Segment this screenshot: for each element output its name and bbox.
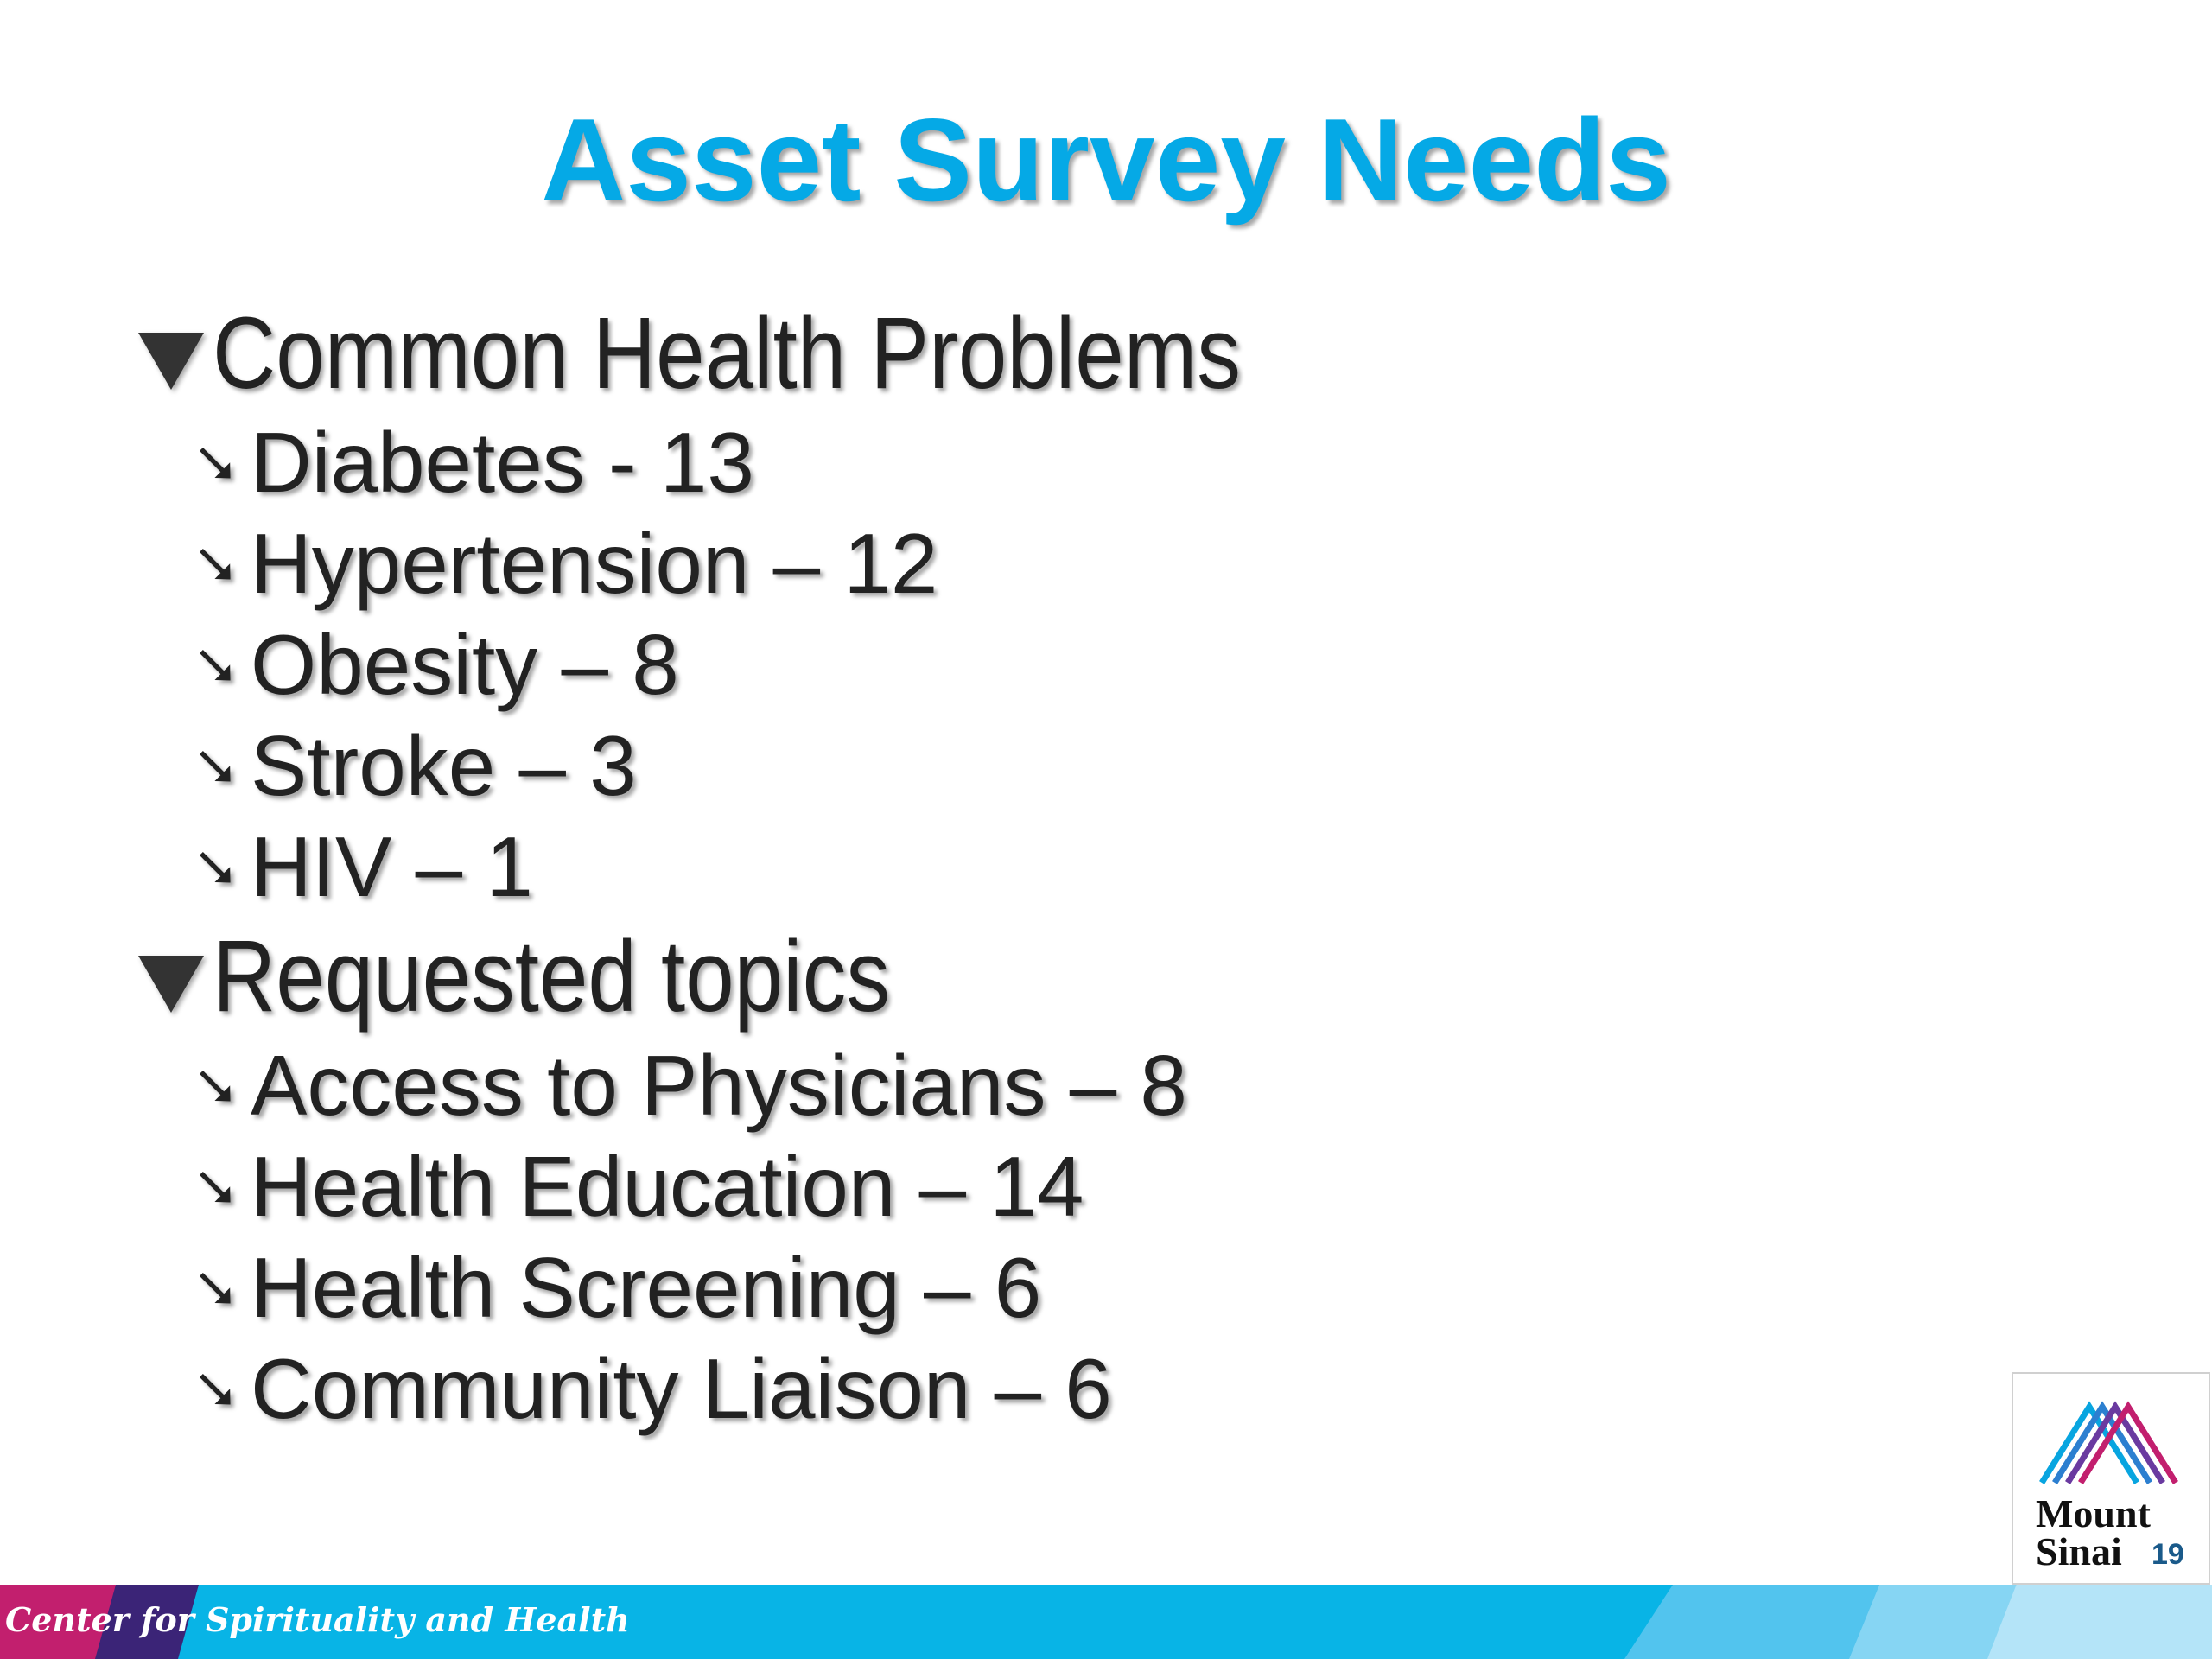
list-item-text: Community Liaison – 6: [251, 1341, 1112, 1436]
logo-line-1: Mount: [2036, 1491, 2151, 1535]
section-heading-label: Requested topics: [213, 919, 891, 1033]
triangle-bullet-icon: [138, 956, 204, 1013]
arrow-bullet-icon: ⭨: [197, 632, 234, 699]
list-item-text: Access to Physicians – 8: [251, 1038, 1187, 1133]
section-heading-requested-topics: [138, 921, 1408, 1032]
list-item: [197, 715, 1408, 817]
arrow-bullet-icon: ⭨: [197, 1357, 234, 1423]
arrow-bullet-icon: ⭨: [197, 430, 234, 497]
list-item-text: Health Education – 14: [251, 1139, 1084, 1234]
footer-shade: [1987, 1585, 2212, 1659]
arrow-bullet-icon: ⭨: [197, 1053, 234, 1120]
triangle-bullet-icon: [138, 333, 204, 390]
list-item: [197, 1338, 1408, 1440]
arrow-bullet-icon: ⭨: [197, 531, 234, 598]
list-item-text: HIV – 1: [251, 819, 533, 914]
arrow-bullet-icon: ⭨: [197, 734, 234, 800]
list-item-text: Health Screening – 6: [251, 1240, 1042, 1335]
section-heading-health-problems: [138, 298, 1408, 409]
page-number: 19: [2152, 1538, 2184, 1571]
footer-text: Center for Spirituality and Health: [5, 1600, 630, 1639]
footer-bar: [0, 1585, 2212, 1659]
list-item: [197, 817, 1408, 918]
list-item-text: Stroke – 3: [251, 718, 637, 813]
slide-title: Asset Survey Needs: [541, 94, 1671, 226]
arrow-bullet-icon: ⭨: [197, 1255, 234, 1322]
list-item: [197, 412, 1408, 513]
list-item: [197, 614, 1408, 715]
mount-sinai-peaks-icon: [2037, 1389, 2184, 1484]
list-item: [197, 513, 1408, 614]
list-item: [197, 1237, 1408, 1338]
logo-line-2: Sinai: [2036, 1529, 2122, 1573]
health-problems-list: [197, 412, 1408, 918]
logo-wordmark: [2036, 1491, 2151, 1573]
mount-sinai-logo: [2012, 1372, 2210, 1585]
slide-body: [138, 298, 1408, 1443]
arrow-bullet-icon: ⭨: [197, 1154, 234, 1221]
list-item: [197, 1136, 1408, 1237]
arrow-bullet-icon: ⭨: [197, 835, 234, 901]
list-item: [197, 1035, 1408, 1136]
list-item-text: Hypertension – 12: [251, 516, 938, 611]
requested-topics-list: [197, 1035, 1408, 1440]
section-heading-label: Common Health Problems: [213, 296, 1242, 410]
list-item-text: Obesity – 8: [251, 617, 679, 712]
list-item-text: Diabetes - 13: [251, 415, 754, 510]
